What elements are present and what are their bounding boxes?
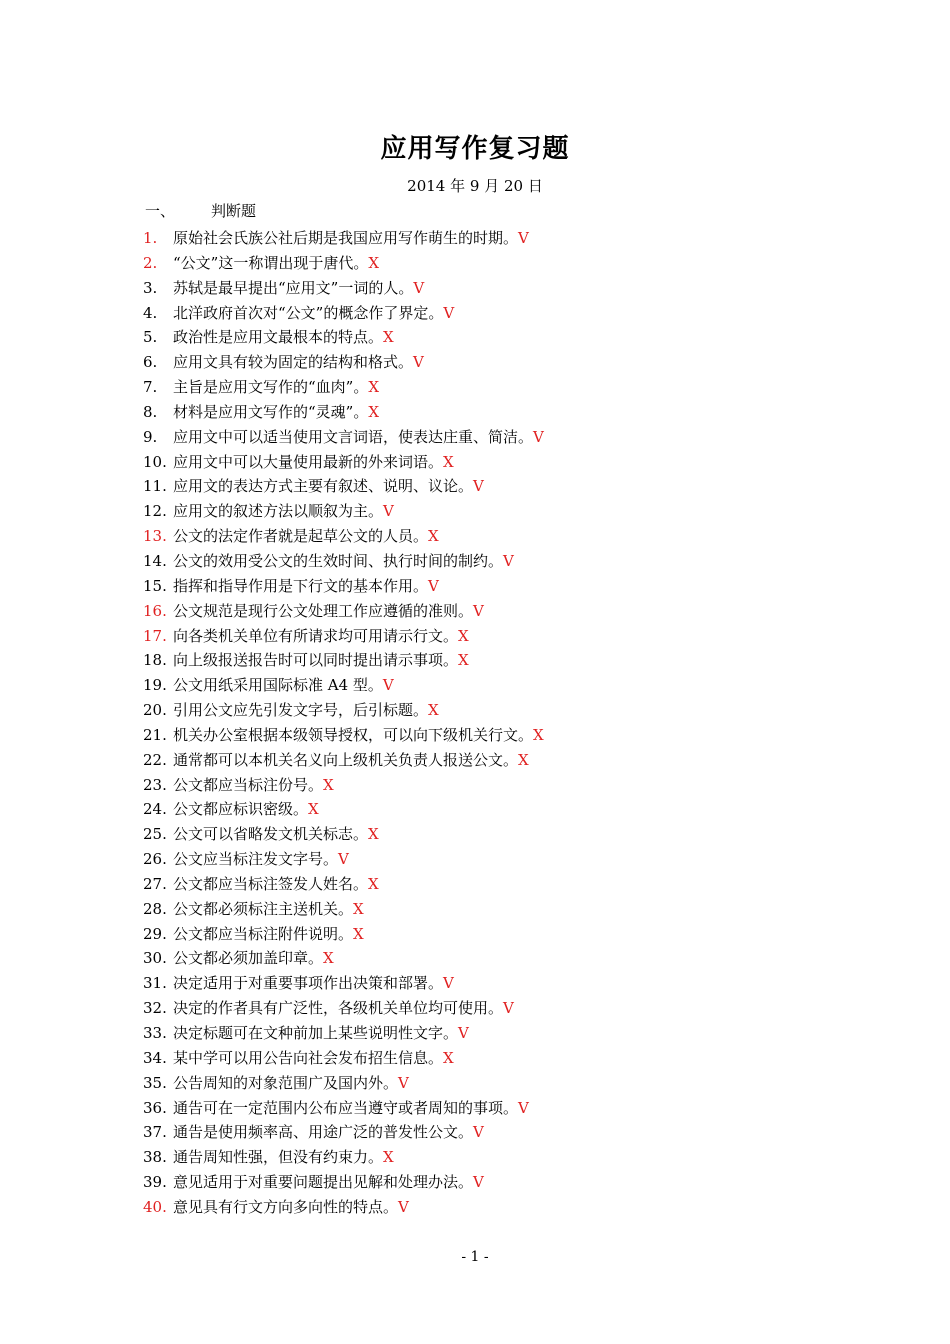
question-number: 36. bbox=[143, 1098, 167, 1117]
question-item bbox=[143, 648, 544, 673]
answer-mark: V bbox=[533, 427, 544, 446]
question-item bbox=[143, 1120, 544, 1145]
question-number: 9. bbox=[143, 427, 158, 446]
question-item bbox=[143, 748, 544, 773]
answer-mark: V bbox=[473, 601, 484, 620]
answer-mark: V bbox=[473, 477, 484, 496]
answer-mark: X bbox=[383, 1148, 394, 1167]
answer-mark: X bbox=[533, 725, 544, 744]
question-number: 22. bbox=[143, 750, 167, 769]
answer-mark: X bbox=[353, 899, 364, 918]
question-number: 12. bbox=[143, 502, 167, 521]
answer-mark: X bbox=[428, 701, 439, 720]
question-text: 公文应当标注发文字号。 bbox=[173, 850, 339, 869]
question-item bbox=[143, 872, 544, 897]
question-number: 35. bbox=[143, 1073, 167, 1092]
question-number: 11. bbox=[143, 477, 167, 496]
question-number: 20. bbox=[143, 701, 167, 720]
answer-mark: V bbox=[413, 353, 424, 372]
answer-mark: X bbox=[458, 626, 469, 645]
question-number: 27. bbox=[143, 874, 167, 893]
question-item bbox=[143, 1021, 544, 1046]
question-text: 通告周知性强，但没有约束力。 bbox=[173, 1148, 384, 1167]
question-text: 通告可在一定范围内公布应当遵守或者周知的事项。 bbox=[173, 1098, 519, 1117]
question-text: 应用文的叙述方法以顺叙为主。 bbox=[173, 502, 384, 521]
question-text: 意见具有行文方向多向性的特点。 bbox=[173, 1197, 399, 1216]
answer-mark: V bbox=[382, 676, 394, 695]
question-number: 28. bbox=[143, 899, 167, 918]
question-text: 公文都应当标注附件说明。 bbox=[173, 924, 354, 943]
question-number: 24. bbox=[143, 800, 167, 819]
answer-mark: V bbox=[338, 850, 349, 869]
question-number: 1. bbox=[143, 229, 158, 247]
question-text: 向各类机关单位有所请求均可用请示行文。 bbox=[173, 626, 459, 645]
question-item bbox=[143, 673, 544, 698]
page-number: - 1 - bbox=[461, 1249, 489, 1265]
question-number: 13. bbox=[143, 527, 167, 546]
answer-mark: V bbox=[398, 1073, 409, 1092]
question-number: 32. bbox=[143, 999, 167, 1018]
question-number: 26. bbox=[143, 850, 167, 869]
question-text: 公文都应当标注份号。 bbox=[173, 775, 324, 794]
question-number: 39. bbox=[143, 1173, 167, 1192]
question-text: 决定适用于对重要事项作出决策和部署。 bbox=[173, 974, 444, 993]
answer-mark: X bbox=[368, 874, 379, 893]
answer-mark: X bbox=[368, 825, 379, 844]
question-number: 33. bbox=[143, 1024, 167, 1042]
question-number: 29. bbox=[143, 924, 167, 943]
question-number: 4. bbox=[143, 303, 158, 322]
answer-mark: V bbox=[383, 502, 394, 521]
question-text: 应用文具有较为固定的结构和格式。 bbox=[173, 353, 414, 372]
answer-mark: X bbox=[368, 253, 380, 272]
question-number: 15. bbox=[143, 576, 167, 595]
question-text: 公文的效用受公文的生效时间、执行时间的制约。 bbox=[173, 551, 504, 570]
question-number: 14. bbox=[143, 551, 167, 570]
question-text: 原始社会氏族公社后期是我国应用写作萌生的时期。 bbox=[173, 229, 519, 247]
question-text: 公文的法定作者就是起草公文的人员。 bbox=[173, 527, 429, 546]
answer-mark: X bbox=[368, 402, 380, 421]
answer-mark: V bbox=[503, 551, 514, 570]
answer-mark: V bbox=[458, 1024, 469, 1042]
question-number: 3. bbox=[143, 278, 158, 297]
document-title: 应用写作复习题 bbox=[380, 134, 570, 164]
answer-mark: V bbox=[518, 229, 529, 247]
question-number: 16. bbox=[143, 601, 167, 620]
question-item bbox=[143, 847, 544, 872]
question-text: 公文都应标识密级。 bbox=[173, 800, 309, 819]
question-item bbox=[143, 574, 544, 599]
question-number: 8. bbox=[143, 402, 158, 421]
answer-mark: X bbox=[518, 750, 529, 769]
question-text: 向上级报送报告时可以同时提出请示事项。 bbox=[173, 651, 459, 670]
question-item bbox=[143, 996, 544, 1021]
question-item bbox=[143, 773, 544, 798]
document-date: 2014 年 9 月 20 日 bbox=[407, 177, 543, 195]
question-item bbox=[143, 450, 544, 475]
question-text: 公文可以省略发文机关标志。 bbox=[173, 825, 369, 844]
question-item bbox=[143, 946, 544, 971]
question-item bbox=[143, 624, 544, 649]
question-number: 10. bbox=[143, 452, 167, 471]
question-item bbox=[143, 723, 544, 748]
answer-mark: X bbox=[428, 527, 439, 546]
question-text: 政治性是应用文最根本的特点。 bbox=[173, 328, 384, 347]
question-item bbox=[143, 325, 544, 350]
question-item bbox=[143, 226, 544, 251]
question-number: 40. bbox=[143, 1197, 167, 1216]
question-item bbox=[143, 375, 544, 400]
section-heading bbox=[145, 201, 256, 221]
question-text: 北洋政府首次对“公文”的概念作了界定。 bbox=[173, 303, 444, 322]
question-item bbox=[143, 1170, 544, 1195]
question-text: 公文用纸采用国际标准 A4 型。 bbox=[173, 676, 383, 695]
question-number: 2. bbox=[143, 253, 158, 272]
question-text: 苏轼是最早提出“应用文”一词的人。 bbox=[173, 278, 414, 297]
question-text: 公文都必须加盖印章。 bbox=[173, 949, 324, 968]
answer-mark: V bbox=[473, 1123, 484, 1142]
answer-mark: V bbox=[503, 999, 514, 1018]
question-number: 5. bbox=[143, 328, 158, 347]
question-number: 23. bbox=[143, 775, 167, 794]
question-text: 通告是使用频率高、用途广泛的普发性公文。 bbox=[173, 1123, 474, 1142]
question-item bbox=[143, 425, 544, 450]
answer-mark: X bbox=[443, 452, 454, 471]
question-text: 公告周知的对象范围广及国内外。 bbox=[173, 1073, 399, 1092]
question-text: 决定标题可在文种前加上某些说明性文字。 bbox=[173, 1024, 459, 1042]
question-list bbox=[143, 226, 544, 1220]
question-item bbox=[143, 301, 544, 326]
answer-mark: X bbox=[308, 800, 319, 819]
question-item bbox=[143, 897, 544, 922]
question-number: 21. bbox=[143, 725, 167, 744]
question-text: 某中学可以用公告向社会发布招生信息。 bbox=[173, 1048, 444, 1067]
question-item bbox=[143, 474, 544, 499]
answer-mark: V bbox=[518, 1098, 529, 1117]
question-text: 应用文中可以适当使用文言词语，使表达庄重、简洁。 bbox=[173, 427, 534, 446]
question-number: 25. bbox=[143, 825, 167, 844]
question-text: 应用文中可以大量使用最新的外来词语。 bbox=[173, 452, 444, 471]
section-label: 判断题 bbox=[211, 202, 257, 220]
question-item bbox=[143, 1195, 544, 1220]
question-item bbox=[143, 1096, 544, 1121]
answer-mark: V bbox=[443, 303, 455, 322]
question-number: 7. bbox=[143, 378, 158, 397]
question-number: 17. bbox=[143, 626, 167, 645]
question-number: 19. bbox=[143, 676, 167, 695]
question-item bbox=[143, 922, 544, 947]
question-number: 34. bbox=[143, 1048, 167, 1067]
question-text: 公文规范是现行公文处理工作应遵循的准则。 bbox=[173, 601, 474, 620]
question-item bbox=[143, 971, 544, 996]
question-item bbox=[143, 350, 544, 375]
question-item bbox=[143, 549, 544, 574]
question-number: 31. bbox=[143, 974, 167, 993]
question-item bbox=[143, 599, 544, 624]
question-text: 指挥和指导作用是下行文的基本作用。 bbox=[173, 576, 429, 595]
question-number: 6. bbox=[143, 353, 158, 372]
question-number: 38. bbox=[143, 1148, 167, 1167]
question-number: 18. bbox=[143, 651, 167, 670]
question-item bbox=[143, 1046, 544, 1071]
section-number: 一、 bbox=[145, 202, 176, 220]
question-item bbox=[143, 698, 544, 723]
question-item bbox=[143, 1071, 544, 1096]
answer-mark: V bbox=[473, 1173, 484, 1192]
question-text: 引用公文应先引发文字号，后引标题。 bbox=[173, 701, 429, 720]
question-item bbox=[143, 1145, 544, 1170]
question-text: 决定的作者具有广泛性，各级机关单位均可使用。 bbox=[173, 999, 504, 1018]
answer-mark: X bbox=[323, 949, 334, 968]
question-item bbox=[143, 499, 544, 524]
question-item bbox=[143, 400, 544, 425]
answer-mark: V bbox=[398, 1197, 409, 1216]
question-text: 公文都应当标注签发人姓名。 bbox=[173, 874, 369, 893]
question-text: “公文”这一称谓出现于唐代。 bbox=[173, 253, 369, 272]
answer-mark: V bbox=[413, 278, 425, 297]
question-text: 通常都可以本机关名义向上级机关负责人报送公文。 bbox=[173, 750, 519, 769]
question-item bbox=[143, 524, 544, 549]
answer-mark: X bbox=[458, 651, 469, 670]
answer-mark: X bbox=[368, 378, 380, 397]
question-number: 30. bbox=[143, 949, 167, 968]
question-item bbox=[143, 797, 544, 822]
answer-mark: V bbox=[443, 974, 454, 993]
answer-mark: X bbox=[443, 1048, 454, 1067]
question-text: 意见适用于对重要问题提出见解和处理办法。 bbox=[173, 1173, 474, 1192]
answer-mark: X bbox=[353, 924, 364, 943]
answer-mark: X bbox=[323, 775, 334, 794]
answer-mark: X bbox=[383, 328, 394, 347]
answer-mark: V bbox=[428, 576, 439, 595]
question-item bbox=[143, 822, 544, 847]
question-number: 37. bbox=[143, 1123, 167, 1142]
question-text: 主旨是应用文写作的“血肉”。 bbox=[173, 378, 369, 397]
question-text: 材料是应用文写作的“灵魂”。 bbox=[173, 402, 369, 421]
question-item bbox=[143, 276, 544, 301]
question-item bbox=[143, 251, 544, 276]
question-text: 机关办公室根据本级领导授权，可以向下级机关行文。 bbox=[173, 725, 534, 744]
question-text: 公文都必须标注主送机关。 bbox=[173, 899, 354, 918]
question-text: 应用文的表达方式主要有叙述、说明、议论。 bbox=[173, 477, 474, 496]
